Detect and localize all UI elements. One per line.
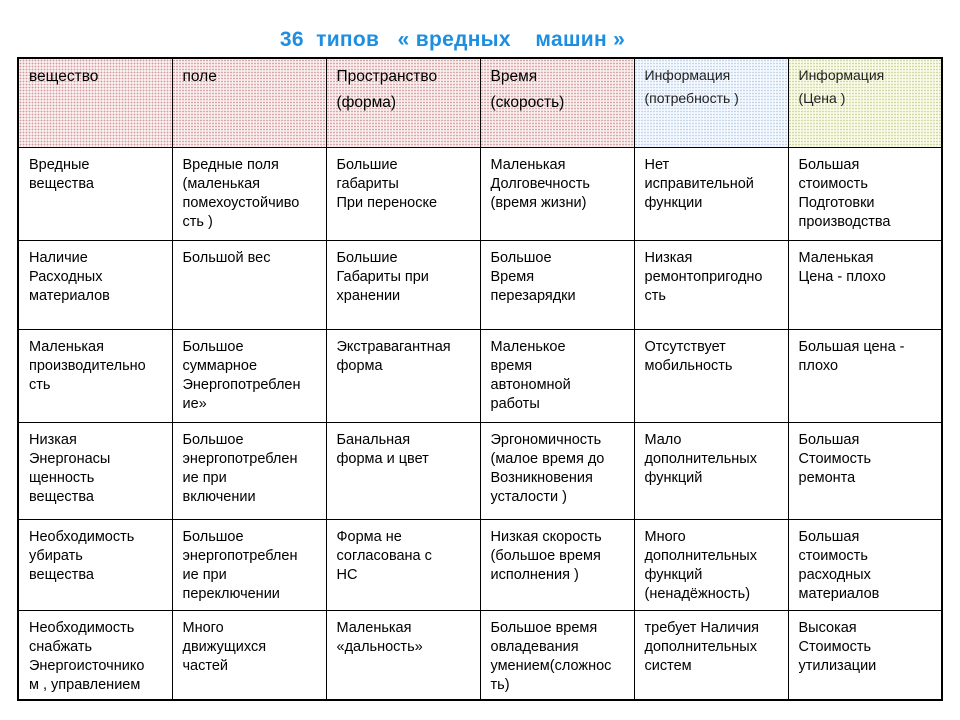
cell-line: габариты [336, 175, 399, 192]
cell-line: перезарядки [490, 287, 576, 304]
cell-line: ие при [182, 566, 227, 583]
cell-line: НС [336, 566, 358, 583]
cell-line: ремонтопригодно [644, 268, 763, 285]
table-row [18, 422, 942, 519]
cell-line: Вредные [29, 156, 90, 173]
cell-line: Маленькая [336, 619, 412, 636]
cell-line: плохо [798, 357, 839, 374]
cell-line: (ненадёжность) [644, 585, 751, 602]
cell-line: сть ) [182, 213, 213, 230]
cell-line: энергопотреблен [182, 450, 298, 467]
cell-line: Необходимость [29, 619, 135, 636]
table-row [18, 240, 942, 329]
cell-space [326, 610, 480, 700]
cell-info-price [788, 519, 942, 610]
cell-info-price [788, 422, 942, 519]
cell-line: ие при [182, 469, 227, 486]
cell-field [172, 147, 326, 240]
cell-line: (время жизни) [490, 194, 587, 211]
column-header-info-need [634, 58, 788, 147]
cell-field [172, 422, 326, 519]
cell-line: Долговечность [490, 175, 590, 192]
cell-line: Цена - плохо [798, 268, 886, 285]
cell-info-price [788, 147, 942, 240]
cell-line: вещества [29, 488, 94, 505]
cell-line: форма [336, 357, 383, 374]
cell-line: ие» [182, 395, 207, 412]
cell-line: снабжать [29, 638, 93, 655]
cell-substance [18, 422, 172, 519]
cell-line: умением(сложнос [490, 657, 612, 674]
cell-line: переключении [182, 585, 280, 602]
cell-line: Низкая [644, 249, 693, 266]
cell-line: вещества [29, 566, 94, 583]
cell-line: Отсутствует [644, 338, 726, 355]
cell-line: стоимость [798, 175, 868, 192]
cell-line: исправительной [644, 175, 754, 192]
cell-field [172, 610, 326, 700]
cell-line: время [490, 357, 533, 374]
cell-line: щенность [29, 469, 95, 486]
cell-time [480, 610, 634, 700]
cell-line: движущихся [182, 638, 267, 655]
cell-line: частей [182, 657, 229, 674]
column-header-substance [18, 58, 172, 147]
cell-line: автономной [490, 376, 571, 393]
cell-info-need [634, 519, 788, 610]
cell-line: Маленькая [29, 338, 104, 355]
cell-line: суммарное [182, 357, 258, 374]
cell-line: Большие [336, 249, 398, 266]
cell-line: Большая [798, 528, 860, 545]
cell-line: усталости ) [490, 488, 567, 505]
cell-line: Маленькая [490, 156, 566, 173]
header-line: поле [182, 68, 217, 85]
cell-line: Большое [490, 249, 552, 266]
cell-info-need [634, 240, 788, 329]
cell-info-need [634, 329, 788, 422]
harmful-machines-table [17, 57, 943, 701]
cell-line: При переноске [336, 194, 438, 211]
cell-space [326, 519, 480, 610]
header-line: Пространство [336, 68, 438, 85]
cell-line: Вредные поля [182, 156, 279, 173]
cell-line: Расходных [29, 268, 103, 285]
cell-line: сть [644, 287, 666, 304]
cell-field [172, 519, 326, 610]
cell-line: Возникновения [490, 469, 593, 486]
cell-line: Энергоисточнико [29, 657, 145, 674]
cell-line: стоимость [798, 547, 868, 564]
cell-line: Стоимость [798, 450, 872, 467]
cell-line: Большое [182, 431, 244, 448]
cell-line: функций [644, 566, 703, 583]
cell-space [326, 422, 480, 519]
cell-line: Энергопотреблен [182, 376, 301, 393]
cell-line: утилизации [798, 657, 877, 674]
cell-line: форма и цвет [336, 450, 429, 467]
cell-line: материалов [798, 585, 880, 602]
cell-line: энергопотреблен [182, 547, 298, 564]
cell-time [480, 519, 634, 610]
cell-line: Большая цена - [798, 338, 905, 355]
cell-line: Много [182, 619, 224, 636]
header-line: (потребность ) [644, 90, 739, 106]
cell-time [480, 329, 634, 422]
cell-line: производства [798, 213, 891, 230]
cell-line: Эргономичность [490, 431, 602, 448]
cell-line: функций [644, 469, 703, 486]
cell-line: (маленькая помехоустойчиво [182, 175, 300, 211]
cell-line: Большая [798, 156, 860, 173]
cell-substance [18, 519, 172, 610]
cell-space [326, 329, 480, 422]
cell-line: Большая [798, 431, 860, 448]
cell-line: Большое время [490, 619, 598, 636]
cell-info-price [788, 240, 942, 329]
cell-line: требует Наличия [644, 619, 760, 636]
header-line: (форма) [336, 94, 397, 111]
cell-info-need [634, 610, 788, 700]
cell-space [326, 240, 480, 329]
cell-field [172, 240, 326, 329]
column-header-field [172, 58, 326, 147]
cell-line: Подготовки [798, 194, 875, 211]
header-line: Время [490, 68, 538, 85]
column-header-info-price [788, 58, 942, 147]
cell-line: Маленькая [798, 249, 874, 266]
header-line: (скорость) [490, 94, 565, 111]
cell-line: Много [644, 528, 686, 545]
cell-line: Время [490, 268, 535, 285]
cell-line: Большое [182, 338, 244, 355]
cell-line: убирать [29, 547, 83, 564]
cell-line: Низкая [29, 431, 77, 448]
page-title: 36 типов « вредных машин » [279, 28, 626, 51]
table-row [18, 519, 942, 610]
cell-line: согласована с [336, 547, 432, 564]
cell-line: ть) [490, 676, 510, 693]
header-line: Информация [644, 67, 731, 83]
cell-substance [18, 240, 172, 329]
cell-line: (большое время [490, 547, 601, 564]
cell-info-price [788, 610, 942, 700]
cell-info-price [788, 329, 942, 422]
cell-line: Стоимость [798, 638, 872, 655]
cell-line: дополнительных [644, 638, 757, 655]
cell-line: Энергонасы [29, 450, 111, 467]
cell-time [480, 240, 634, 329]
cell-line: (малое время до [490, 450, 605, 467]
column-header-time [480, 58, 634, 147]
cell-line: исполнения ) [490, 566, 579, 583]
cell-field [172, 329, 326, 422]
cell-line: Маленькое [490, 338, 566, 355]
cell-line: работы [490, 395, 540, 412]
table-row [18, 610, 942, 700]
cell-line: Низкая скорость [490, 528, 602, 545]
cell-line: Высокая [798, 619, 857, 636]
cell-line: дополнительных [644, 450, 757, 467]
cell-line: Большие [336, 156, 398, 173]
cell-line: мобильность [644, 357, 733, 374]
cell-line: Большой вес [182, 249, 271, 266]
cell-info-need [634, 147, 788, 240]
cell-line: Большое [182, 528, 244, 545]
cell-line: систем [644, 657, 692, 674]
header-line: (Цена ) [798, 90, 846, 106]
column-header-space [326, 58, 480, 147]
cell-line: функции [644, 194, 703, 211]
table-row [18, 147, 942, 240]
cell-time [480, 422, 634, 519]
cell-line: ремонта [798, 469, 856, 486]
cell-line: Необходимость [29, 528, 135, 545]
cell-line: Габариты при [336, 268, 429, 285]
cell-line: Банальная [336, 431, 411, 448]
cell-line: Форма не [336, 528, 402, 545]
cell-line: Нет [644, 156, 670, 173]
cell-line: дополнительных [644, 547, 757, 564]
cell-info-need [634, 422, 788, 519]
cell-substance [18, 147, 172, 240]
cell-line: Мало [644, 431, 682, 448]
header-line: вещество [29, 68, 99, 85]
cell-line: материалов [29, 287, 110, 304]
cell-time [480, 147, 634, 240]
cell-line: м , управлением [29, 676, 141, 693]
cell-line: Экстравагантная [336, 338, 451, 355]
cell-line: хранении [336, 287, 401, 304]
cell-line: Наличие [29, 249, 88, 266]
header-row [18, 58, 942, 147]
cell-line: вещества [29, 175, 94, 192]
cell-line: включении [182, 488, 256, 505]
cell-line: расходных [798, 566, 871, 583]
cell-line: производительно [29, 357, 146, 374]
cell-line: «дальность» [336, 638, 423, 655]
cell-line: овладевания [490, 638, 579, 655]
cell-substance [18, 329, 172, 422]
header-line: Информация [798, 67, 885, 83]
cell-space [326, 147, 480, 240]
table-row [18, 329, 942, 422]
cell-substance [18, 610, 172, 700]
cell-line: сть [29, 376, 51, 393]
